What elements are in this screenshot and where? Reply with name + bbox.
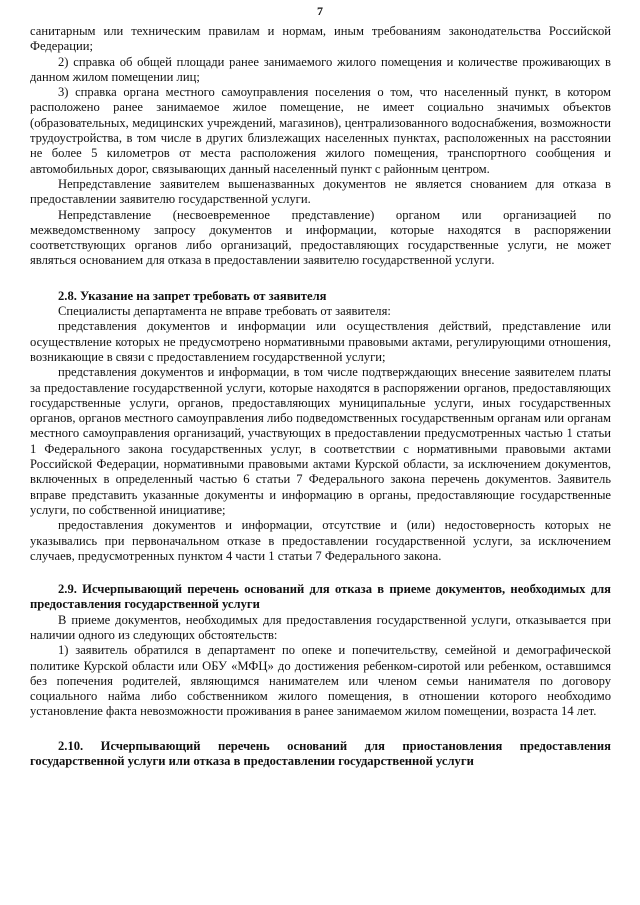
paragraph-interagency-request: Непредставление (несвоевременное представление) органом или организацией по межведомственному запросу документов и информации, которые находятся в распоряжении соответствующих органов либо организаций, предоставляющих государственные услуги, не может являться основанием для отказа в предоставлении заявителю государственной услуги. — [30, 207, 611, 268]
paragraph-requirements-end: санитарным или техническим правилам и нормам, иным требованиям законодательства Российской Федерации; — [30, 24, 611, 54]
paragraph-prohibition-2: представления документов и информации, в том числе подтверждающих внесение заявителем платы за предоставление государственной услуги, которые находятся в распоряжении органов, предоставляющих государственные услуги, органов, предоставляющих муниципальные услуги, иных государственных органов, органов местного самоуправления либо подведомственных государственным органам или органам местного самоуправления организаций, участвующих в предоставлении предусмотренных частью 1 статьи 1 Федерального закона государственных услуг, в соответствии с нормативными правовыми актами Российской Федерации, нормативными правовыми актами Курской области, за исключением документов, включенных в определенный частью 6 статьи 7 Федерального закона перечень документов. Заявитель вправе представить указанные документы и информацию в органы, предоставляющие государственные услуги, по собственной инициативе; — [30, 365, 611, 517]
section-heading-2-9: 2.9. Исчерпывающий перечень оснований для отказа в приеме документов, необходимых для предоставления государственной услуги — [30, 582, 611, 612]
paragraph-specialists-not-entitled: Специалисты департамента не вправе требовать от заявителя: — [58, 304, 391, 319]
page-body — [30, 24, 611, 769]
paragraph-item-2-area-certificate: 2) справка об общей площади ранее занимаемого жилого помещения и количестве проживающих в данном жилом помещении лиц; — [30, 54, 611, 84]
paragraph-item-3-local-certificate: 3) справка органа местного самоуправления поселения о том, что населенный пункт, в котором расположено ранее занимаемое жилое помещение, не имеет социально значимых объектов (образовательных, медицинских учреждений, магазинов), централизованного водоснабжения, возможности трудоустройства, в том числе в других близлежащих населенных пунктах, расположенных на расстоянии не более 5 километров от места расположения жилого помещения, транспортного сообщения и автомобильных дорог, связывающих данный населенный пункт с районным центром. — [30, 85, 611, 176]
paragraph-non-submission: Непредставление заявителем вышеназванных документов не является снованием для отказа в предоставлении заявителю государственной услуги. — [30, 176, 611, 207]
section-heading-2-10: 2.10. Исчерпывающий перечень оснований для приостановления предоставления государственной услуги или отказа в предоставлении государственной услуги — [30, 738, 611, 769]
paragraph-prohibition-1: представления документов и информации или осуществления действий, представление или осуществление которых не предусмотрено нормативными правовыми актами, регулирующими отношения, возникающие в связи с предоставлением государственной услуги; — [30, 319, 611, 364]
paragraph-prohibition-3: предоставления документов и информации, отсутствие и (или) недостоверность которых не указывались при первоначальном отказе в предоставлении государственной услуги, за исключением случаев, предусмотренных пунктом 4 части 1 статьи 7 Федерального закона. — [30, 518, 611, 563]
paragraph-refusal-item-1: 1) заявитель обратился в департамент по опеке и попечительству, семейной и демографической политике Курской области или ОБУ «МФЦ» до достижения ребенком-сиротой или ребенком, оставшимся без попечения родителей, являющимся нанимателем или членом семьи нанимателя по договору социального найма либо собственником жилого помещения, в отношении которого необходимо установление факта невозможности проживания в ранее занимаемом жилом помещении, возраста 14 лет. — [30, 643, 611, 719]
page-number: 7 — [317, 4, 323, 18]
paragraph-refusal-circumstances: В приеме документов, необходимых для предоставления государственной услуги, отказывается при наличии одного из следующих обстоятельств: — [30, 612, 611, 642]
section-heading-2-8: 2.8. Указание на запрет требовать от заявителя — [58, 288, 327, 303]
